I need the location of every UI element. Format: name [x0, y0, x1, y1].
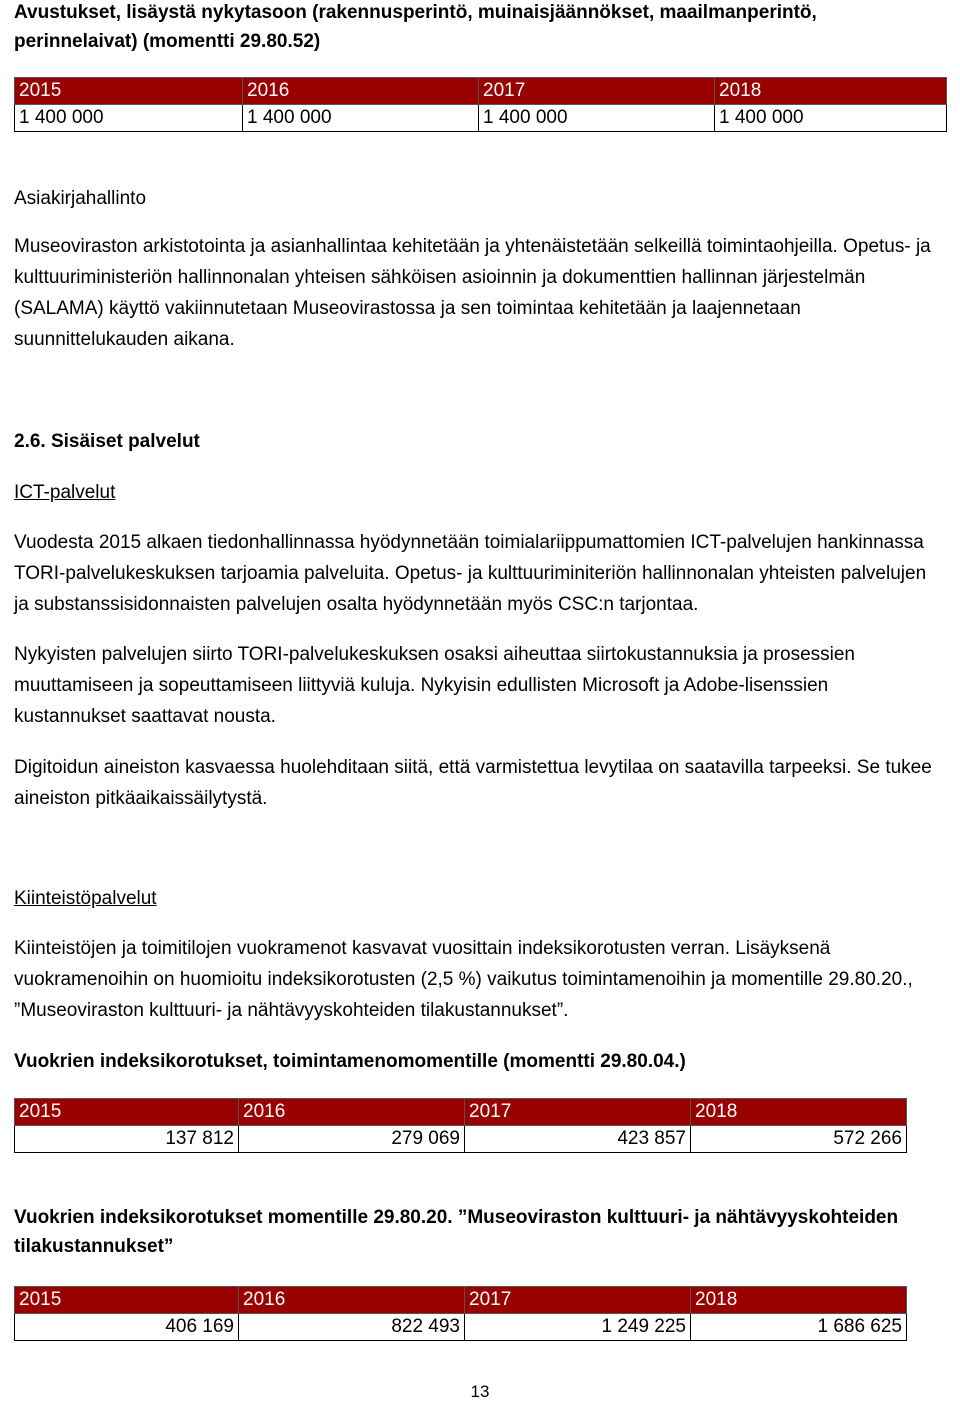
- value-cell: 1 400 000: [15, 105, 243, 132]
- rent-sites-table: [14, 1286, 907, 1341]
- value-cell: 279 069: [239, 1126, 465, 1153]
- text-line: kustannukset saattavat nousta.: [14, 706, 276, 727]
- text-line: muuttamiseen ja sopeuttamiseen liittyviä kuluja. Nykyisin edullisten Microsoft ja Adobe-lisenssien: [14, 675, 829, 696]
- value-cell: 1 400 000: [715, 105, 947, 132]
- text-line: suunnittelukauden aikana.: [14, 329, 235, 350]
- grants-table: [14, 77, 947, 132]
- funding-heading-line1: Avustukset, lisäystä nykytasoon (rakennusperintö, muinaisjäännökset, maailmanperintö,: [14, 2, 817, 23]
- year-cell: 2017: [465, 1287, 691, 1314]
- value-cell: 1 400 000: [243, 105, 479, 132]
- year-cell: 2016: [243, 78, 479, 105]
- grants-table-header: [15, 78, 947, 105]
- text-line: Nykyisten palvelujen siirto TORI-palvelukeskuksen osaksi aiheuttaa siirtokustannuksia ja prosessien: [14, 644, 855, 665]
- funding-heading: [14, 0, 954, 56]
- rent-operating-table: [14, 1098, 907, 1153]
- year-cell: 2015: [15, 1287, 239, 1314]
- property-paragraph: [14, 933, 954, 1026]
- year-cell: 2017: [479, 78, 715, 105]
- year-cell: 2018: [715, 78, 947, 105]
- year-cell: 2015: [15, 1099, 239, 1126]
- text-line: aineiston pitkäaikaissäilytystä.: [14, 788, 268, 809]
- page-number: 13: [470, 1382, 490, 1401]
- value-cell: 137 812: [15, 1126, 239, 1153]
- ict-services-title: ICT-palvelut: [14, 482, 116, 503]
- year-cell: 2018: [691, 1099, 907, 1126]
- rent-operating-header: [15, 1099, 907, 1126]
- text-line: Museoviraston arkistotointa ja asianhallintaa kehitetään ja yhtenäistetään selkeillä toimintaohjeilla. Opetus- ja: [14, 236, 931, 257]
- text-line: (SALAMA) käyttö vakiinnutetaan Museovirastossa ja sen toimintaa kehitetään ja laajennetaan: [14, 298, 801, 319]
- year-cell: 2016: [239, 1287, 465, 1314]
- archive-section: [14, 183, 954, 214]
- rent-sites-values: [15, 1314, 907, 1341]
- value-cell: 1 400 000: [479, 105, 715, 132]
- rent-operating-values: [15, 1126, 907, 1153]
- property-services-title: Kiinteistöpalvelut: [14, 888, 157, 909]
- text-line: Kiinteistöjen ja toimitilojen vuokramenot kasvavat vuosittain indeksikorotusten verran. Lisäyksenä: [14, 938, 831, 959]
- text-line: Vuodesta 2015 alkaen tiedonhallinnassa hyödynnetään toimialariippumattomien ICT-palvelujen hankinnassa: [14, 532, 924, 553]
- year-cell: 2015: [15, 78, 243, 105]
- text-line: kulttuuriministeriön hallinnonalan yhteisen sähköisen asioinnin ja dokumenttien hallinnan järjestelmän: [14, 267, 866, 288]
- rent-index-heading-sites-line1: Vuokrien indeksikorotukset momentille 29.80.20. ”Museoviraston kulttuuri- ja nähtävyyskohteiden: [14, 1207, 899, 1228]
- value-cell: 406 169: [15, 1314, 239, 1341]
- ict-paragraph-2: [14, 639, 954, 732]
- rent-index-heading-sites: [14, 1203, 954, 1261]
- value-cell: 822 493: [239, 1314, 465, 1341]
- rent-index-heading-sites-line2: tilakustannukset”: [14, 1236, 174, 1257]
- text-line: ja substanssisidonnaisten palvelujen osalta hyödynnetään myös CSC:n tarjontaa.: [14, 594, 699, 615]
- ict-paragraph-1: [14, 527, 954, 620]
- text-line: TORI-palvelukeskuksen tarjoamia palveluita. Opetus- ja kulttuuriminiteriön hallinnonalan yhteisten palvelujen: [14, 563, 927, 584]
- archive-paragraph: [14, 231, 954, 355]
- year-cell: 2017: [465, 1099, 691, 1126]
- value-cell: 572 266: [691, 1126, 907, 1153]
- year-cell: 2018: [691, 1287, 907, 1314]
- archive-title: Asiakirjahallinto: [14, 188, 147, 209]
- internal-services-heading: 2.6. Sisäiset palvelut: [14, 431, 200, 452]
- text-line: vuokramenoihin on huomioitu indeksikorotusten (2,5 %) vaikutus toimintamenoihin ja momentille 29.80.20.,: [14, 969, 913, 990]
- value-cell: 1 249 225: [465, 1314, 691, 1341]
- rent-sites-header: [15, 1287, 907, 1314]
- value-cell: 1 686 625: [691, 1314, 907, 1341]
- rent-index-heading-operating: Vuokrien indeksikorotukset, toimintamenomomentille (momentti 29.80.04.): [14, 1051, 686, 1072]
- grants-table-values: [15, 105, 947, 132]
- funding-heading-line2: perinnelaivat) (momentti 29.80.52): [14, 31, 321, 52]
- text-line: ”Museoviraston kulttuuri- ja nähtävyyskohteiden tilakustannukset”.: [14, 1000, 569, 1021]
- ict-paragraph-3: [14, 752, 954, 814]
- year-cell: 2016: [239, 1099, 465, 1126]
- text-line: Digitoidun aineiston kasvaessa huolehditaan siitä, että varmistettua levytilaa on saatavilla tarpeeksi. Se tukee: [14, 757, 932, 778]
- value-cell: 423 857: [465, 1126, 691, 1153]
